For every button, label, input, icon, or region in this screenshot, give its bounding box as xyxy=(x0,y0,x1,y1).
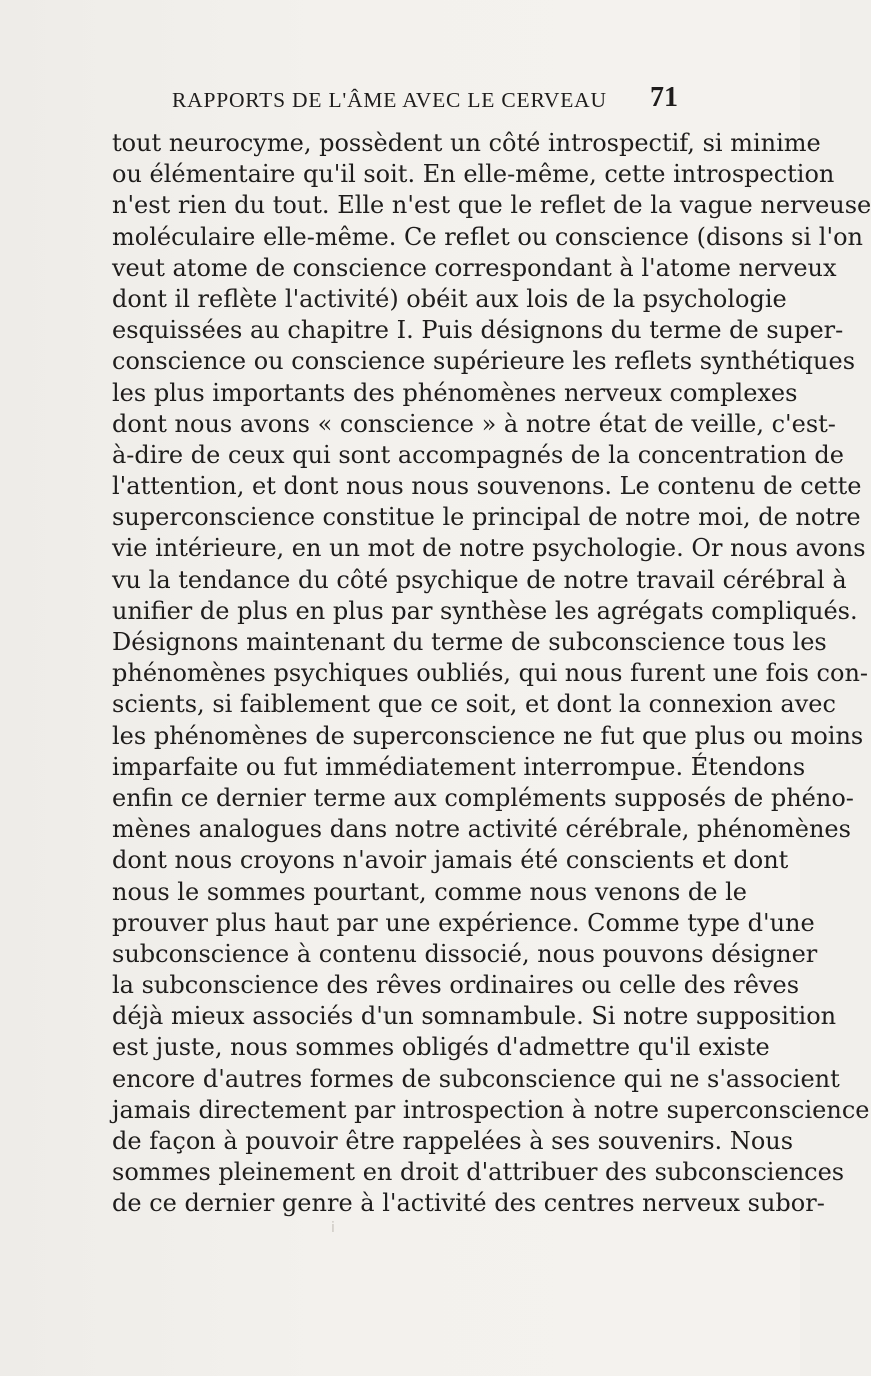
text-line: les plus importants des phénomènes nerveux complexes xyxy=(112,378,798,407)
text-line: à-dire de ceux qui sont accompagnés de la concentration de xyxy=(112,440,844,469)
text-line: dont nous croyons n'avoir jamais été conscients et dont xyxy=(112,846,789,875)
text-line: enfin ce dernier terme aux compléments supposés de phéno- xyxy=(112,783,854,812)
text-line: sommes pleinement en droit d'attribuer des subconsciences xyxy=(112,1158,845,1187)
text-line: subconscience à contenu dissocié, nous pouvons désigner xyxy=(112,939,818,968)
text-line: l'attention, et dont nous nous souvenons. Le contenu de cette xyxy=(112,472,862,501)
text-line: dont il reflète l'activité) obéit aux lois de la psychologie xyxy=(112,284,787,313)
text-line: mènes analogues dans notre activité cérébrale, phénomènes xyxy=(112,815,851,844)
text-line: ou élémentaire qu'il soit. En elle-même, cette introspection xyxy=(112,160,835,189)
text-line: les phénomènes de superconscience ne fut que plus ou moins xyxy=(112,721,864,750)
text-line: veut atome de conscience correspondant à l'atome nerveux xyxy=(112,253,837,282)
text-line: moléculaire elle-même. Ce reflet ou conscience (disons si l'on xyxy=(112,222,863,251)
text-line: jamais directement par introspection à notre superconscience xyxy=(112,1095,870,1124)
text-line: superconscience constitue le principal de notre moi, de notre xyxy=(112,503,861,532)
text-line: nous le sommes pourtant, comme nous venons de le xyxy=(112,877,747,906)
text-line: de façon à pouvoir être rappelées à ses souvenirs. Nous xyxy=(112,1127,794,1155)
text-line: encore d'autres formes de subconscience qui ne s'associent xyxy=(112,1064,840,1093)
text-line: phénomènes psychiques oubliés, qui nous furent une fois con- xyxy=(112,659,869,688)
text-line: tout neurocyme, possèdent un côté introspectif, si minime xyxy=(112,129,821,157)
text-line: dont nous avons « conscience » à notre état de veille, c'est- xyxy=(112,409,836,438)
text-line: unifier de plus en plus par synthèse les agrégats compliqués. xyxy=(112,596,858,625)
text-line: esquissées au chapitre I. Puis désignons du terme de super- xyxy=(112,316,844,345)
scan-mark: i xyxy=(331,1220,335,1236)
text-line: vie intérieure, en un mot de notre psychologie. Or nous avons xyxy=(112,534,866,563)
text-line: conscience ou conscience supérieure les reflets synthétiques xyxy=(112,347,856,376)
text-line: scients, si faiblement que ce soit, et dont la connexion avec xyxy=(112,690,836,719)
text-line: Désignons maintenant du terme de subconscience tous les xyxy=(112,628,827,656)
header-title: RAPPORTS DE L'ÂME AVEC LE CERVEAU xyxy=(172,88,607,112)
text-line: de ce dernier genre à l'activité des centres nerveux subor- xyxy=(112,1189,825,1218)
text-line: la subconscience des rêves ordinaires ou celle des rêves xyxy=(112,971,800,1000)
text-line: est juste, nous sommes obligés d'admettre qu'il existe xyxy=(112,1033,770,1062)
text-line: n'est rien du tout. Elle n'est que le reflet de la vague nerveuse xyxy=(112,191,871,220)
running-header xyxy=(172,82,678,124)
text-line: prouver plus haut par une expérience. Comme type d'une xyxy=(112,908,815,937)
text-line: imparfaite ou fut immédiatement interrompue. Étendons xyxy=(112,752,806,781)
text-line: vu la tendance du côté psychique de notre travail cérébral à xyxy=(112,565,847,594)
body-text xyxy=(112,128,871,1220)
page-number: 71 xyxy=(650,82,678,113)
text-line: déjà mieux associés d'un somnambule. Si notre supposition xyxy=(112,1002,837,1031)
